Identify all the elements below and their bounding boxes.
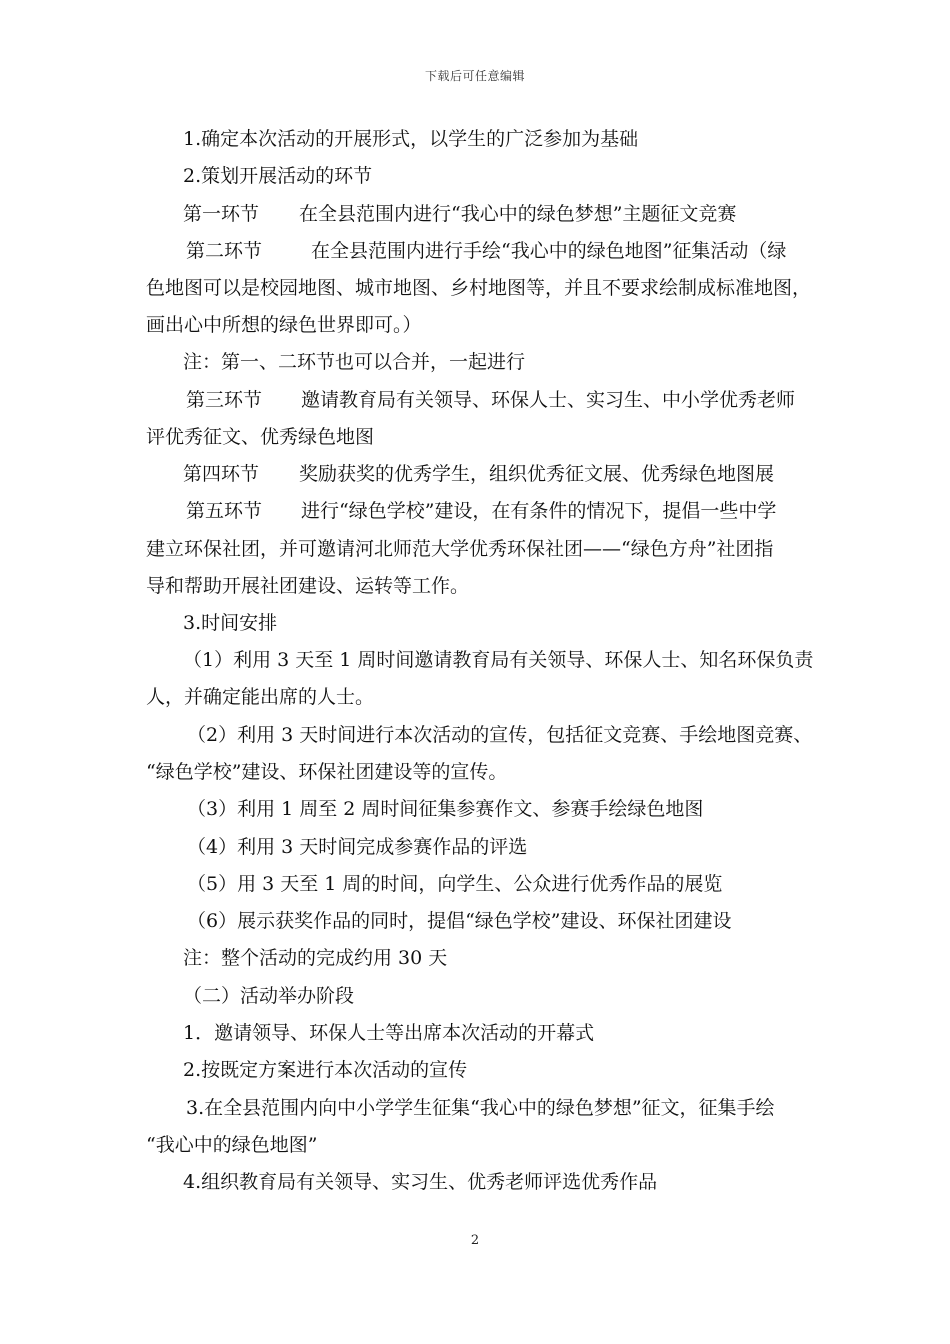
note-line: 注：第一、二环节也可以合并，一起进行 [183, 351, 526, 373]
list-item: 1．邀请领导、环保人士等出席本次活动的开幕式 [183, 1022, 595, 1044]
paragraph-line: 评优秀征文、优秀绿色地图 [146, 426, 375, 448]
section-label: 第四环节 [183, 463, 260, 485]
paragraph-line: 奖励获奖的优秀学生，组织优秀征文展、优秀绿色地图展 [299, 463, 775, 485]
paragraph-line: 色地图可以是校园地图、城市地图、乡村地图等，并且不要求绘制成标准地图， [146, 277, 812, 299]
section-label: 第三环节 [186, 389, 263, 411]
paragraph-line: 2.策划开展活动的环节 [183, 165, 373, 187]
section-label: 第二环节 [186, 240, 263, 262]
paragraph-line: 导和帮助开展社团建设、运转等工作。 [146, 575, 470, 597]
paragraph-line: 邀请教育局有关领导、环保人士、实习生、中小学优秀老师 [301, 389, 796, 411]
subsection-heading: 3.时间安排 [183, 612, 278, 634]
paragraph-line: 画出心中所想的绿色世界即可。） [146, 314, 422, 336]
list-item: （3）利用 1 周至 2 周时间征集参赛作文、参赛手绘绿色地图 [187, 798, 704, 820]
paragraph-line: “绿色学校”建设、环保社团建设等的宣传。 [146, 761, 508, 783]
list-item: （4）利用 3 天时间完成参赛作品的评选 [187, 836, 528, 858]
paragraph-line: 进行“绿色学校”建设，在有条件的情况下，提倡一些中学 [301, 500, 777, 522]
list-item: 4.组织教育局有关领导、实习生、优秀老师评选优秀作品 [183, 1171, 658, 1193]
list-item: 3.在全县范围内向中小学学生征集“我心中的绿色梦想”征文，征集手绘 [186, 1097, 775, 1119]
paragraph-line: 在全县范围内进行手绘“我心中的绿色地图”征集活动（绿 [311, 240, 787, 262]
list-item: （6）展示获奖作品的同时，提倡“绿色学校”建设、环保社团建设 [187, 910, 732, 932]
paragraph-line: 建立环保社团，并可邀请河北师范大学优秀环保社团——“绿色方舟”社团指 [146, 538, 774, 560]
list-item: （5）用 3 天至 1 周的时间，向学生、公众进行优秀作品的展览 [187, 873, 723, 895]
paragraph-line: 人，并确定能出席的人士。 [146, 686, 375, 708]
list-item: （1）利用 3 天至 1 周时间邀请教育局有关领导、环保人士、知名环保负责 [183, 649, 814, 671]
note-line: 注：整个活动的完成约用 30 天 [183, 947, 448, 969]
section-label: 第五环节 [186, 500, 263, 522]
page-number: 2 [470, 1233, 480, 1248]
paragraph-line: 1.确定本次活动的开展形式，以学生的广泛参加为基础 [183, 128, 639, 150]
paragraph-line: 在全县范围内进行“我心中的绿色梦想”主题征文竞赛 [299, 203, 737, 225]
paragraph-line: “我心中的绿色地图” [146, 1134, 318, 1156]
subsection-heading: （二）活动举办阶段 [183, 985, 355, 1007]
list-item: （2）利用 3 天时间进行本次活动的宣传，包括征文竞赛、手绘地图竞赛、 [187, 724, 813, 746]
page-header: 下载后可任意编辑 [424, 69, 525, 83]
list-item: 2.按既定方案进行本次活动的宣传 [183, 1059, 468, 1081]
section-label: 第一环节 [183, 203, 260, 225]
